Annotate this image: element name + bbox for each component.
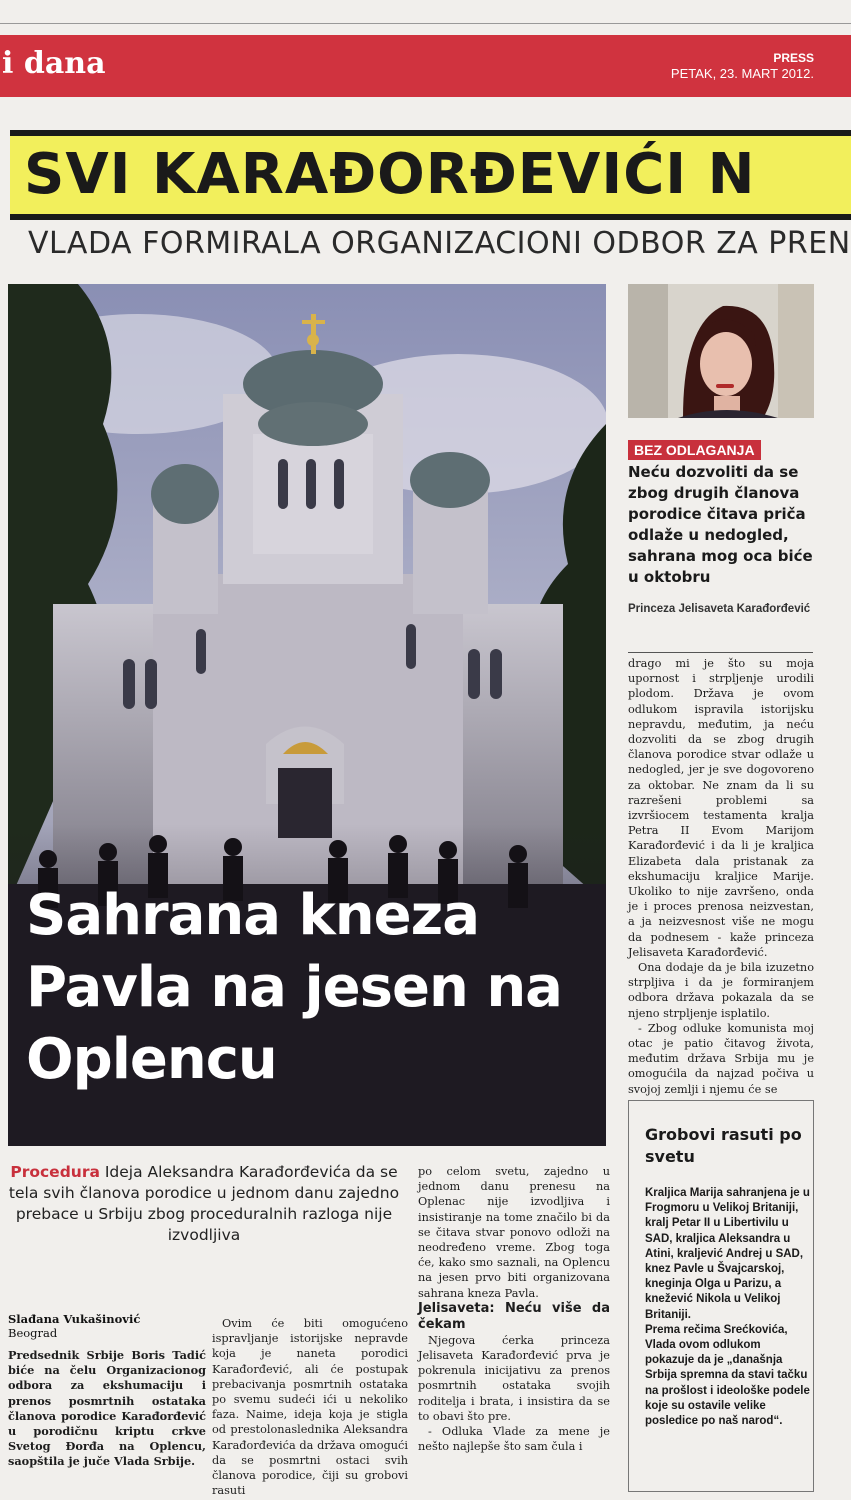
lead-text <box>8 1162 400 1246</box>
paragraph: Prema rečima Srećkovića, Vlada ovom odlukom pokazuje da je „današnja Srbija spremna da stavi tačku na prošlost i ideološke podele koje su ostavile velike posledice po naš narod“. <box>645 1323 810 1428</box>
lead-label: Procedura <box>10 1163 100 1181</box>
sub-headline: VLADA FORMIRALA ORGANIZACIONI ODBOR ZA PREN <box>28 226 851 261</box>
paragraph: Ona dodaje da je bila izuzetno strpljiva i da je formiranjem odbora država pokazala da se njeno strpljenje isplatilo. <box>628 961 814 1020</box>
lead-body: Ideja Aleksandra Karađorđevića da se tela svih članova porodice u jednom danu zajedno prebace u Srbiju zbog proceduralnih razloga nije izvodljiva <box>8 1163 400 1244</box>
church-photo <box>8 284 606 1146</box>
paragraph: Predsednik Srbije Boris Tadić biće na čelu Organizacionog odbora za ekshumaciju i prenos posmrtnih ostataka članova porodice Karađorđević u porodičnu kriptu crkve Svetog Đorđa na Oplencu, saopštila je juče Vlada Srbije. <box>8 1348 206 1469</box>
headline-banner <box>10 130 851 220</box>
paragraph: - Zbog odluke komunista moj otac je patio čitavog života, međutim država Srbija mu je omogućila da najzad počiva u svojoj zemlji i njemu će se <box>628 1021 814 1096</box>
top-rule <box>0 23 851 24</box>
right-column <box>628 656 814 1097</box>
article-column-1 <box>8 1348 206 1470</box>
paragraph: Njegova ćerka princeza Jelisaveta Karađorđević prva je pokrenula inicijativu za prenos posmrtnih ostataka svojih roditelja i brata, i insistira da se to obavi što pre. <box>418 1333 610 1423</box>
portrait-photo <box>628 284 814 418</box>
paragraph: Kraljica Marija sahranjena je u Frogmoru u Velikoj Britaniji, kralj Petar II u Libertivilu u SAD, kraljica Aleksandra u Atini, kraljević Andrej u SAD, knez Pavle u Švajcarskoj, kneginja Olga u Parizu, a knežević Nikola u Velikoj Britaniji. <box>645 1187 810 1321</box>
byline-city: Beograd <box>8 1326 58 1340</box>
article-subheading: Jelisaveta: Neću više da čekam <box>418 1300 610 1332</box>
box-text <box>645 1186 810 1429</box>
issue-date: PETAK, 23. MART 2012. <box>670 66 814 81</box>
article-column-2 <box>212 1316 408 1498</box>
paragraph: drago mi je što su moja upornost i strpljenje urodili plodom. Država je ovom odlukom ispravila istorijsku nepravdu, međutim, ja neću dozvoliti da se zbog drugih članova porodice stvar odlaže u nedogled, jer je sve dogovoreno za oktobar. Ne znam da li su razrešeni problemi sa izvršiocem testamenta kralja Petra II Evom Marijom Karađorđević i da li je kraljica Elizabeta dala pristanak za ekshumaciju kraljice Marije. Ukoliko to nije završeno, onda je i proces prenosa neizvestan, a ja neizvesnost više ne mogu da podnesem - kaže princeza Jelisaveta Karađorđević. <box>628 657 814 959</box>
paragraph: - Odluka Vlade za mene je nešto najlepše što sam čula i <box>418 1425 610 1454</box>
quote-author: Princeza Jelisaveta Karađorđević <box>628 603 811 615</box>
pull-quote: Neću dozvoliti da se zbog drugih članova porodice čitava priča odlaže u nedogled, sahrana mog oca biće u oktobru <box>628 463 813 586</box>
byline-author: Slađana Vukašinović <box>8 1312 141 1326</box>
paragraph: Ovim će biti omogućeno ispravljanje istorijske nepravde koja je naneta porodici Karađorđević, ali će postupak prebacivanja posmrtnih ostataka po svemu sudeći ići u nekoliko faza. Naime, ideja koja je stigla od prestolonaslednika Aleksandra Karađorđevića da država omogući da se posmrtni ostaci svih članova porodice, čiji su grobovi rasuti <box>212 1317 408 1498</box>
quote-tag: BEZ ODLAGANJA <box>628 440 761 460</box>
photo-headline: Sahrana kneza Pavla na jesen na Oplencu <box>26 883 562 1092</box>
article-column-3 <box>418 1164 610 1454</box>
box-title: Grobovi rasuti po svetu <box>645 1125 802 1166</box>
publication-name: PRESS <box>773 51 814 65</box>
divider <box>628 652 813 653</box>
portrait-illustration <box>628 284 814 418</box>
section-title: i dana <box>2 46 106 81</box>
paragraph: po celom svetu, zajedno u jednom danu prenesu na Oplenac nije izvodljiva i insistiranje na tome značilo bi da se čitava stvar ponovo odloži na neodređeno vreme. Zbog toga će, kako smo saznali, na Oplencu na jesen prvo biti organizovana sahrana kneza Pavla. <box>418 1165 610 1300</box>
main-headline: SVI KARAĐORĐEVIĆI N <box>24 142 756 207</box>
